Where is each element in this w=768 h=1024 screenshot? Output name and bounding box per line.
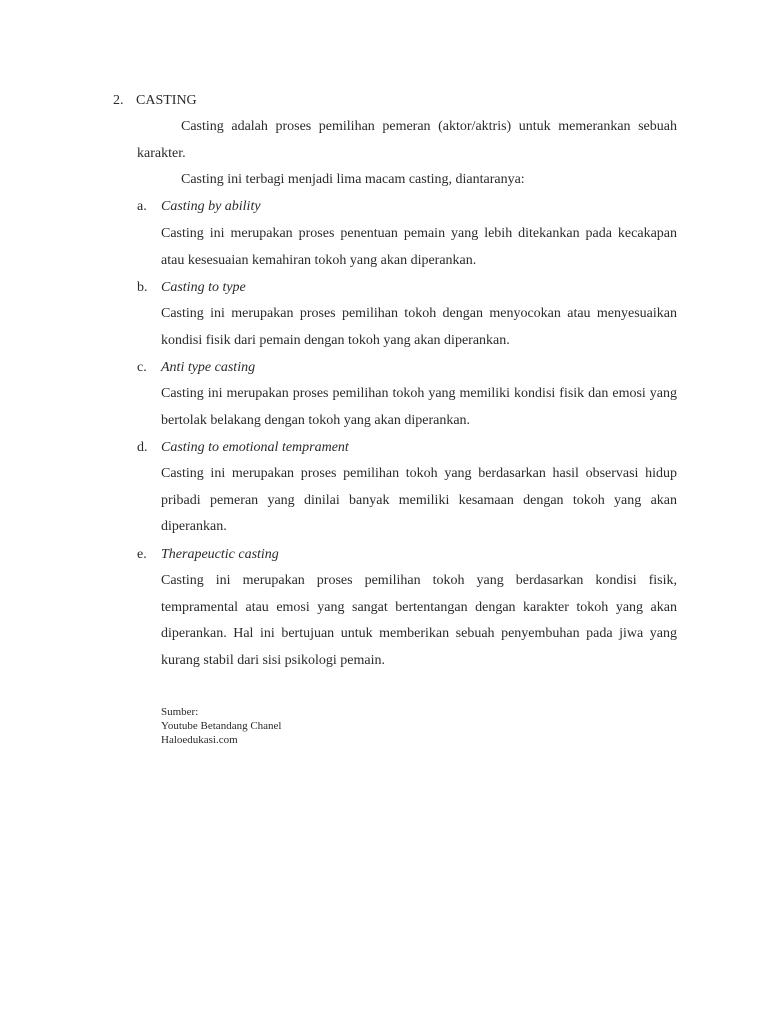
list-item-letter: b.	[137, 280, 148, 295]
list-item-body: Casting ini merupakan proses pemilihan tokoh yang memiliki kondisi fisik dan emosi yang bertolak belakang dengan tokoh yang akan diperankan.	[161, 386, 677, 428]
definition-paragraph: Casting adalah proses pemilihan pemeran (aktor/aktris) untuk memerankan sebuah karakter.	[137, 119, 677, 161]
list-item-letter: d.	[137, 440, 148, 455]
section-number: 2.	[113, 93, 124, 108]
sources-block	[161, 705, 281, 747]
list-item-title: Anti type casting	[161, 360, 256, 375]
list-item-title: Therapeuctic casting	[161, 547, 279, 562]
list-item-body: Casting ini merupakan proses pemilihan tokoh dengan menyocokan atau menyesuaikan kondisi fisik dari pemain dengan tokoh yang akan diperankan.	[161, 306, 677, 348]
list-item-letter: e.	[137, 547, 147, 562]
list-item-body: Casting ini merupakan proses penentuan pemain yang lebih ditekankan pada kecakapan atau kesesuaian kemahiran tokoh yang akan diperankan.	[161, 226, 677, 268]
list-item-label	[137, 435, 349, 461]
list-item-label	[137, 275, 246, 301]
list-item-body: Casting ini merupakan proses pemilihan tokoh yang berdasarkan kondisi fisik, tempramental atau emosi yang sangat bertentangan dengan karakter tokoh yang akan diperankan. Hal ini bertujuan untuk memberikan sebuah penyembuhan pada jiwa yang kurang stabil dari sisi psikologi pemain.	[161, 573, 677, 668]
list-item-title: Casting to type	[161, 280, 246, 295]
list-item-label	[137, 355, 255, 381]
source-item: Youtube Betandang Chanel	[161, 720, 282, 732]
list-item-title: Casting to emotional temprament	[161, 440, 349, 455]
list-item-label	[137, 542, 279, 568]
list-item-title: Casting by ability	[161, 199, 261, 214]
source-item: Haloedukasi.com	[161, 734, 238, 746]
section-title: CASTING	[136, 93, 197, 108]
sources-heading: Sumber:	[161, 706, 199, 718]
list-item-label	[137, 194, 261, 220]
list-item-body: Casting ini merupakan proses pemilihan tokoh yang berdasarkan hasil observasi hidup pribadi pemeran yang dinilai banyak memiliki kesamaan dengan tokoh yang akan diperankan.	[161, 466, 677, 534]
types-intro-paragraph: Casting ini terbagi menjadi lima macam casting, diantaranya:	[181, 172, 525, 187]
section-heading	[113, 92, 197, 110]
list-item-letter: a.	[137, 199, 147, 214]
list-item-letter: c.	[137, 360, 147, 375]
